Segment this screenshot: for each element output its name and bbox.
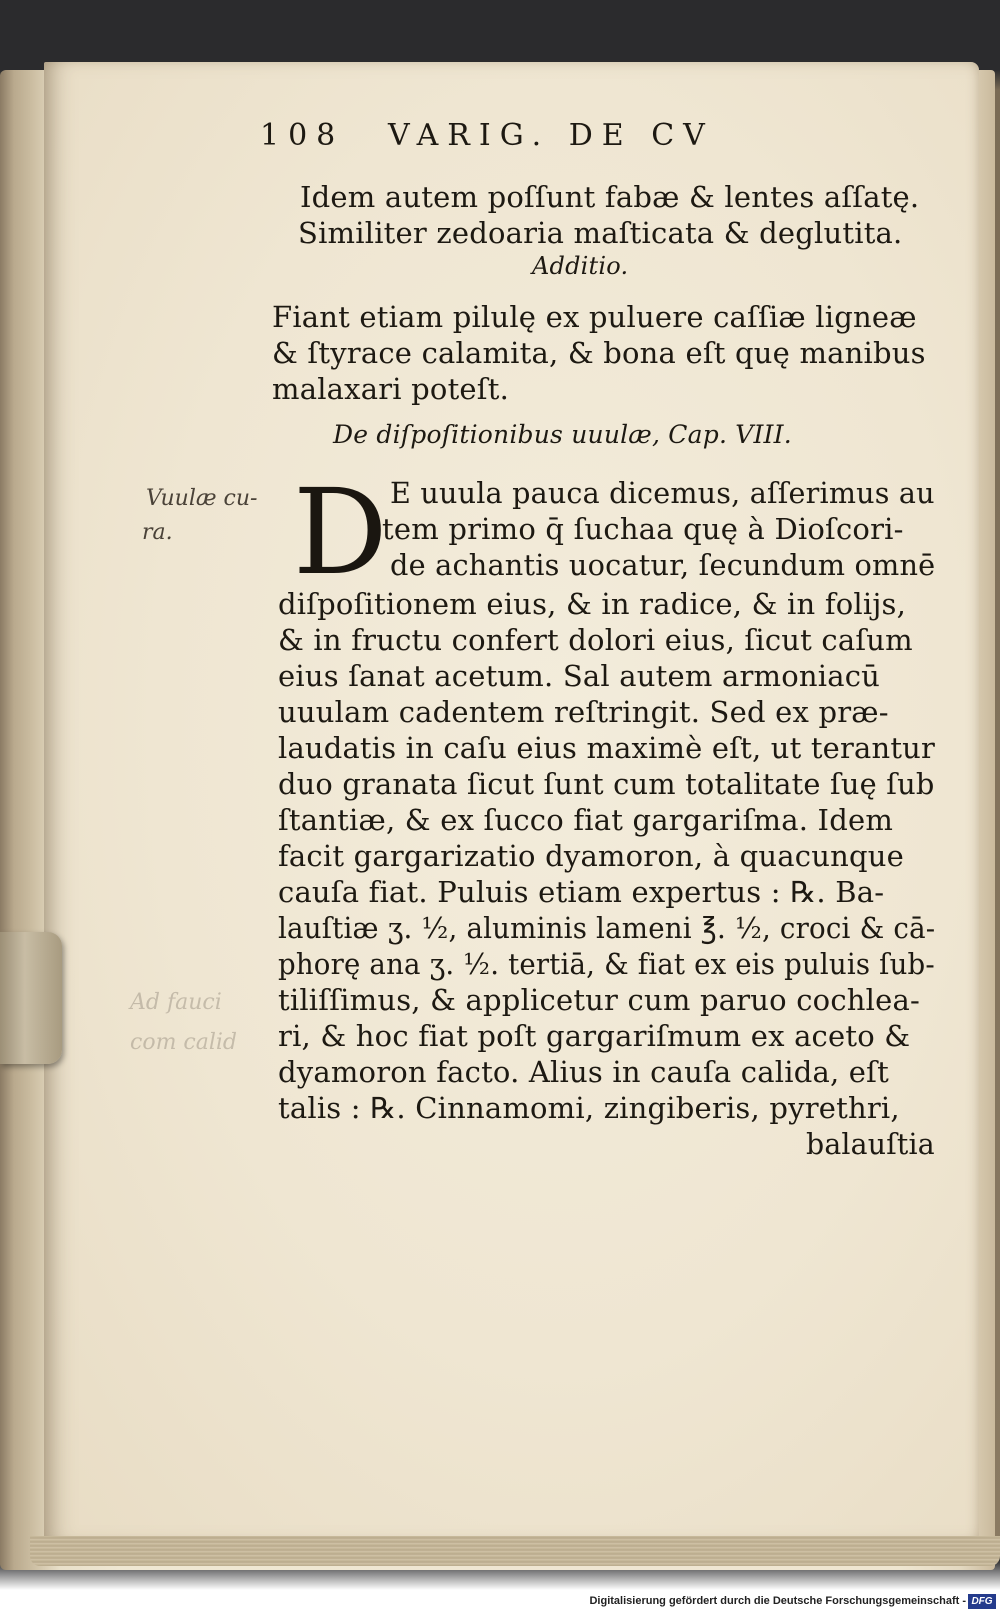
running-title: VARIG. DE CV [388, 118, 714, 153]
chapter-heading: De diſpoſitionibus uuulæ, Cap. VIII. [333, 420, 792, 449]
text-line: diſpoſitionem eius, & in radice, & in folijs, [278, 587, 907, 621]
digitization-credit: Digitalisierung gefördert durch die Deutsche Forschungsgemeinschaft - [589, 1595, 966, 1607]
show-through-text: com calid [130, 1030, 238, 1055]
book-page [44, 62, 979, 1542]
text-line: eius ſanat acetum. Sal autem armoniacū [278, 659, 881, 693]
text-line: lauſtiæ ʒ. ½, aluminis lameni ℥. ½, croci & cā- [278, 911, 936, 945]
text-line: ſtantiæ, & ex ſucco fiat gargariſma. Idem [278, 803, 894, 837]
text-line: facit gargarizatio dyamoron, à quacunque [278, 839, 904, 873]
drop-cap-initial: D [293, 463, 388, 601]
text-line: Fiant etiam pilulę ex puluere caſſiæ ligneæ [272, 300, 917, 334]
text-line: de achantis uocatur, ſecundum omnē [390, 548, 936, 582]
text-line: & ſtyrace calamita, & bona eſt quę manibus [272, 336, 926, 370]
margin-note: Vuulæ cu- [146, 486, 258, 511]
text-line: tem primo q̄ ſuchaa quę à Dioſcori- [382, 512, 904, 546]
text-line: tiliſſimus, & applicetur cum paruo cochlea- [278, 983, 920, 1017]
section-heading-additio: Additio. [532, 252, 629, 280]
bookmark-ribbon [0, 932, 62, 1064]
text-line: duo granata ſicut ſunt cum totalitate ſuę ſub [278, 767, 935, 801]
show-through-text: Ad fauci [130, 990, 222, 1015]
text-line: Idem autem poſſunt fabæ & lentes aſſatę. [300, 180, 920, 214]
text-line: phorę ana ʒ. ½. tertiā, & fiat ex eis puluis ſub- [278, 947, 935, 981]
text-line: Similiter zedoaria maſticata & deglutita. [298, 216, 903, 250]
text-line: ri, & hoc fiat poſt gargariſmum ex aceto & [278, 1019, 911, 1053]
text-line: E uuula pauca dicemus, aſſerimus au [390, 476, 935, 510]
page-number: 108 [260, 118, 345, 153]
page-stack-bottom [30, 1536, 1000, 1566]
dfg-logo: DFG [968, 1594, 996, 1609]
text-line: dyamoron facto. Alius in cauſa calida, eſt [278, 1055, 889, 1089]
text-line: malaxari poteſt. [272, 372, 509, 406]
text-line: talis : ℞. Cinnamomi, zingiberis, pyrethri, [278, 1091, 900, 1125]
text-line: laudatis in caſu eius maximè eſt, ut terantur [278, 731, 936, 765]
margin-note: ra. [142, 520, 173, 545]
catchword: balauſtia [806, 1127, 935, 1161]
text-line: uuulam cadentem reſtringit. Sed ex præ- [278, 695, 889, 729]
text-line: & in fructu confert dolori eius, ſicut caſum [278, 623, 913, 657]
text-line: cauſa fiat. Puluis etiam expertus : ℞. Ba- [278, 875, 885, 909]
